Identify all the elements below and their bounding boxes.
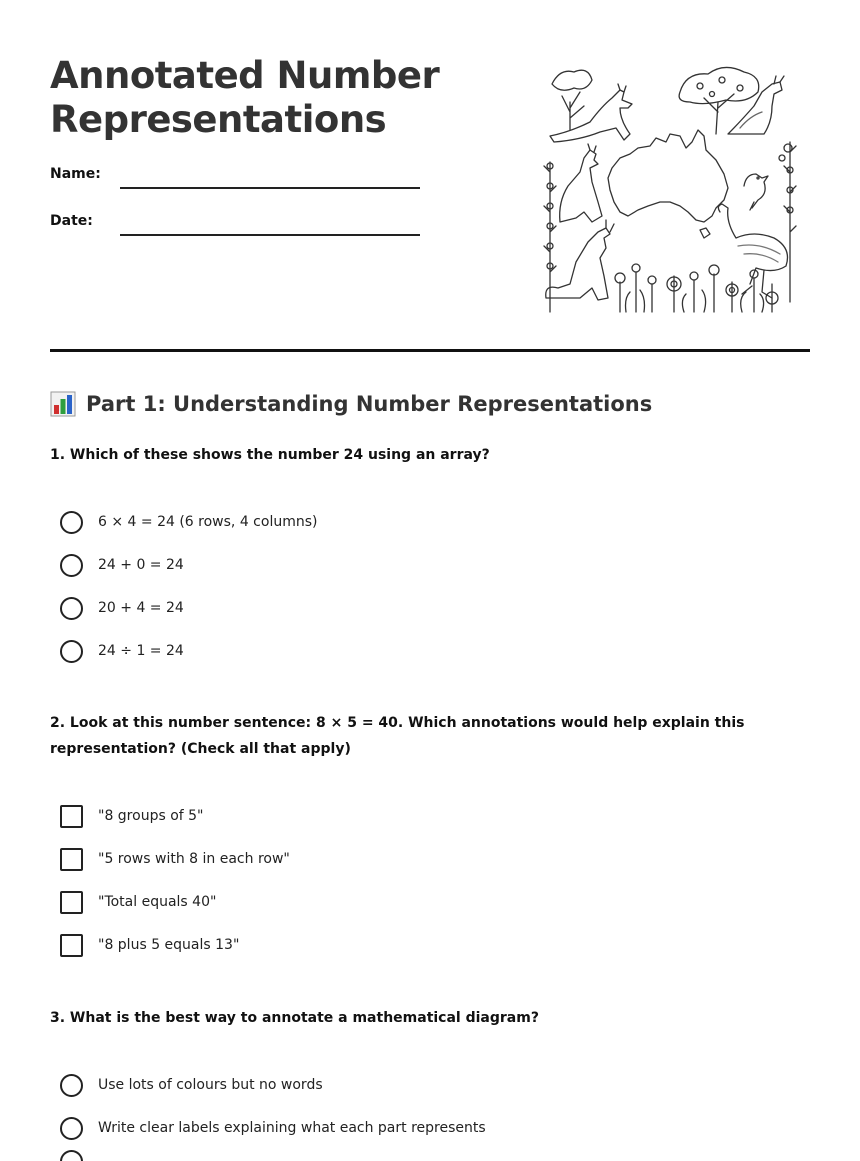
- option-label: 6 × 4 = 24 (6 rows, 4 columns): [98, 514, 318, 530]
- checkbox[interactable]: [60, 934, 83, 957]
- checkbox[interactable]: [60, 891, 83, 914]
- radio-button[interactable]: [60, 1117, 83, 1140]
- question-2-option-4[interactable]: [60, 932, 239, 958]
- date-input-line[interactable]: [120, 234, 420, 236]
- radio-button[interactable]: [60, 1074, 83, 1097]
- name-input-line[interactable]: [120, 187, 420, 189]
- radio-button[interactable]: [60, 554, 83, 577]
- question-2-option-2[interactable]: [60, 846, 290, 872]
- question-2-text: 2. Look at this number sentence: 8 × 5 = 40. Which annotations would help explain this representation? (Check all that apply): [50, 715, 745, 757]
- bar-chart-icon: [50, 391, 76, 417]
- option-label: 24 + 0 = 24: [98, 557, 184, 573]
- option-label: "5 rows with 8 in each row": [98, 851, 290, 867]
- question-2-option-3[interactable]: [60, 889, 216, 915]
- question-1-option-1[interactable]: [60, 509, 317, 535]
- option-label: "8 plus 5 equals 13": [98, 937, 240, 953]
- question-3-option-1[interactable]: [60, 1072, 323, 1098]
- option-label: 24 ÷ 1 = 24: [98, 643, 184, 659]
- question-1-text: 1. Which of these shows the number 24 using an array?: [50, 447, 490, 463]
- worksheet-title: Annotated Number Representations: [50, 54, 440, 141]
- option-label: Use lots of colours but no words: [98, 1077, 323, 1093]
- part1-title: Part 1: Understanding Number Representations: [86, 392, 653, 416]
- question-2-option-1[interactable]: [60, 803, 204, 829]
- name-label: Name:: [50, 166, 101, 182]
- question-1-option-4[interactable]: [60, 638, 184, 664]
- option-label: 20 + 4 = 24: [98, 600, 184, 616]
- date-label: Date:: [50, 213, 93, 229]
- question-3-text: 3. What is the best way to annotate a mathematical diagram?: [50, 1010, 539, 1026]
- option-label: Write clear labels explaining what each part represents: [98, 1120, 486, 1136]
- part1-heading: [50, 389, 652, 419]
- question-1-option-3[interactable]: [60, 595, 184, 621]
- radio-button[interactable]: [60, 597, 83, 620]
- checkbox[interactable]: [60, 848, 83, 871]
- option-label: "Total equals 40": [98, 894, 217, 910]
- radio-button[interactable]: [60, 1150, 83, 1161]
- radio-button[interactable]: [60, 640, 83, 663]
- checkbox[interactable]: [60, 805, 83, 828]
- option-label: "8 groups of 5": [98, 808, 204, 824]
- question-1-option-2[interactable]: [60, 552, 184, 578]
- question-3-option-2[interactable]: [60, 1115, 486, 1141]
- header-divider: [50, 349, 810, 352]
- question-3-option-3-partial[interactable]: [60, 1148, 83, 1161]
- australia-animals-illustration: [540, 62, 800, 314]
- radio-button[interactable]: [60, 511, 83, 534]
